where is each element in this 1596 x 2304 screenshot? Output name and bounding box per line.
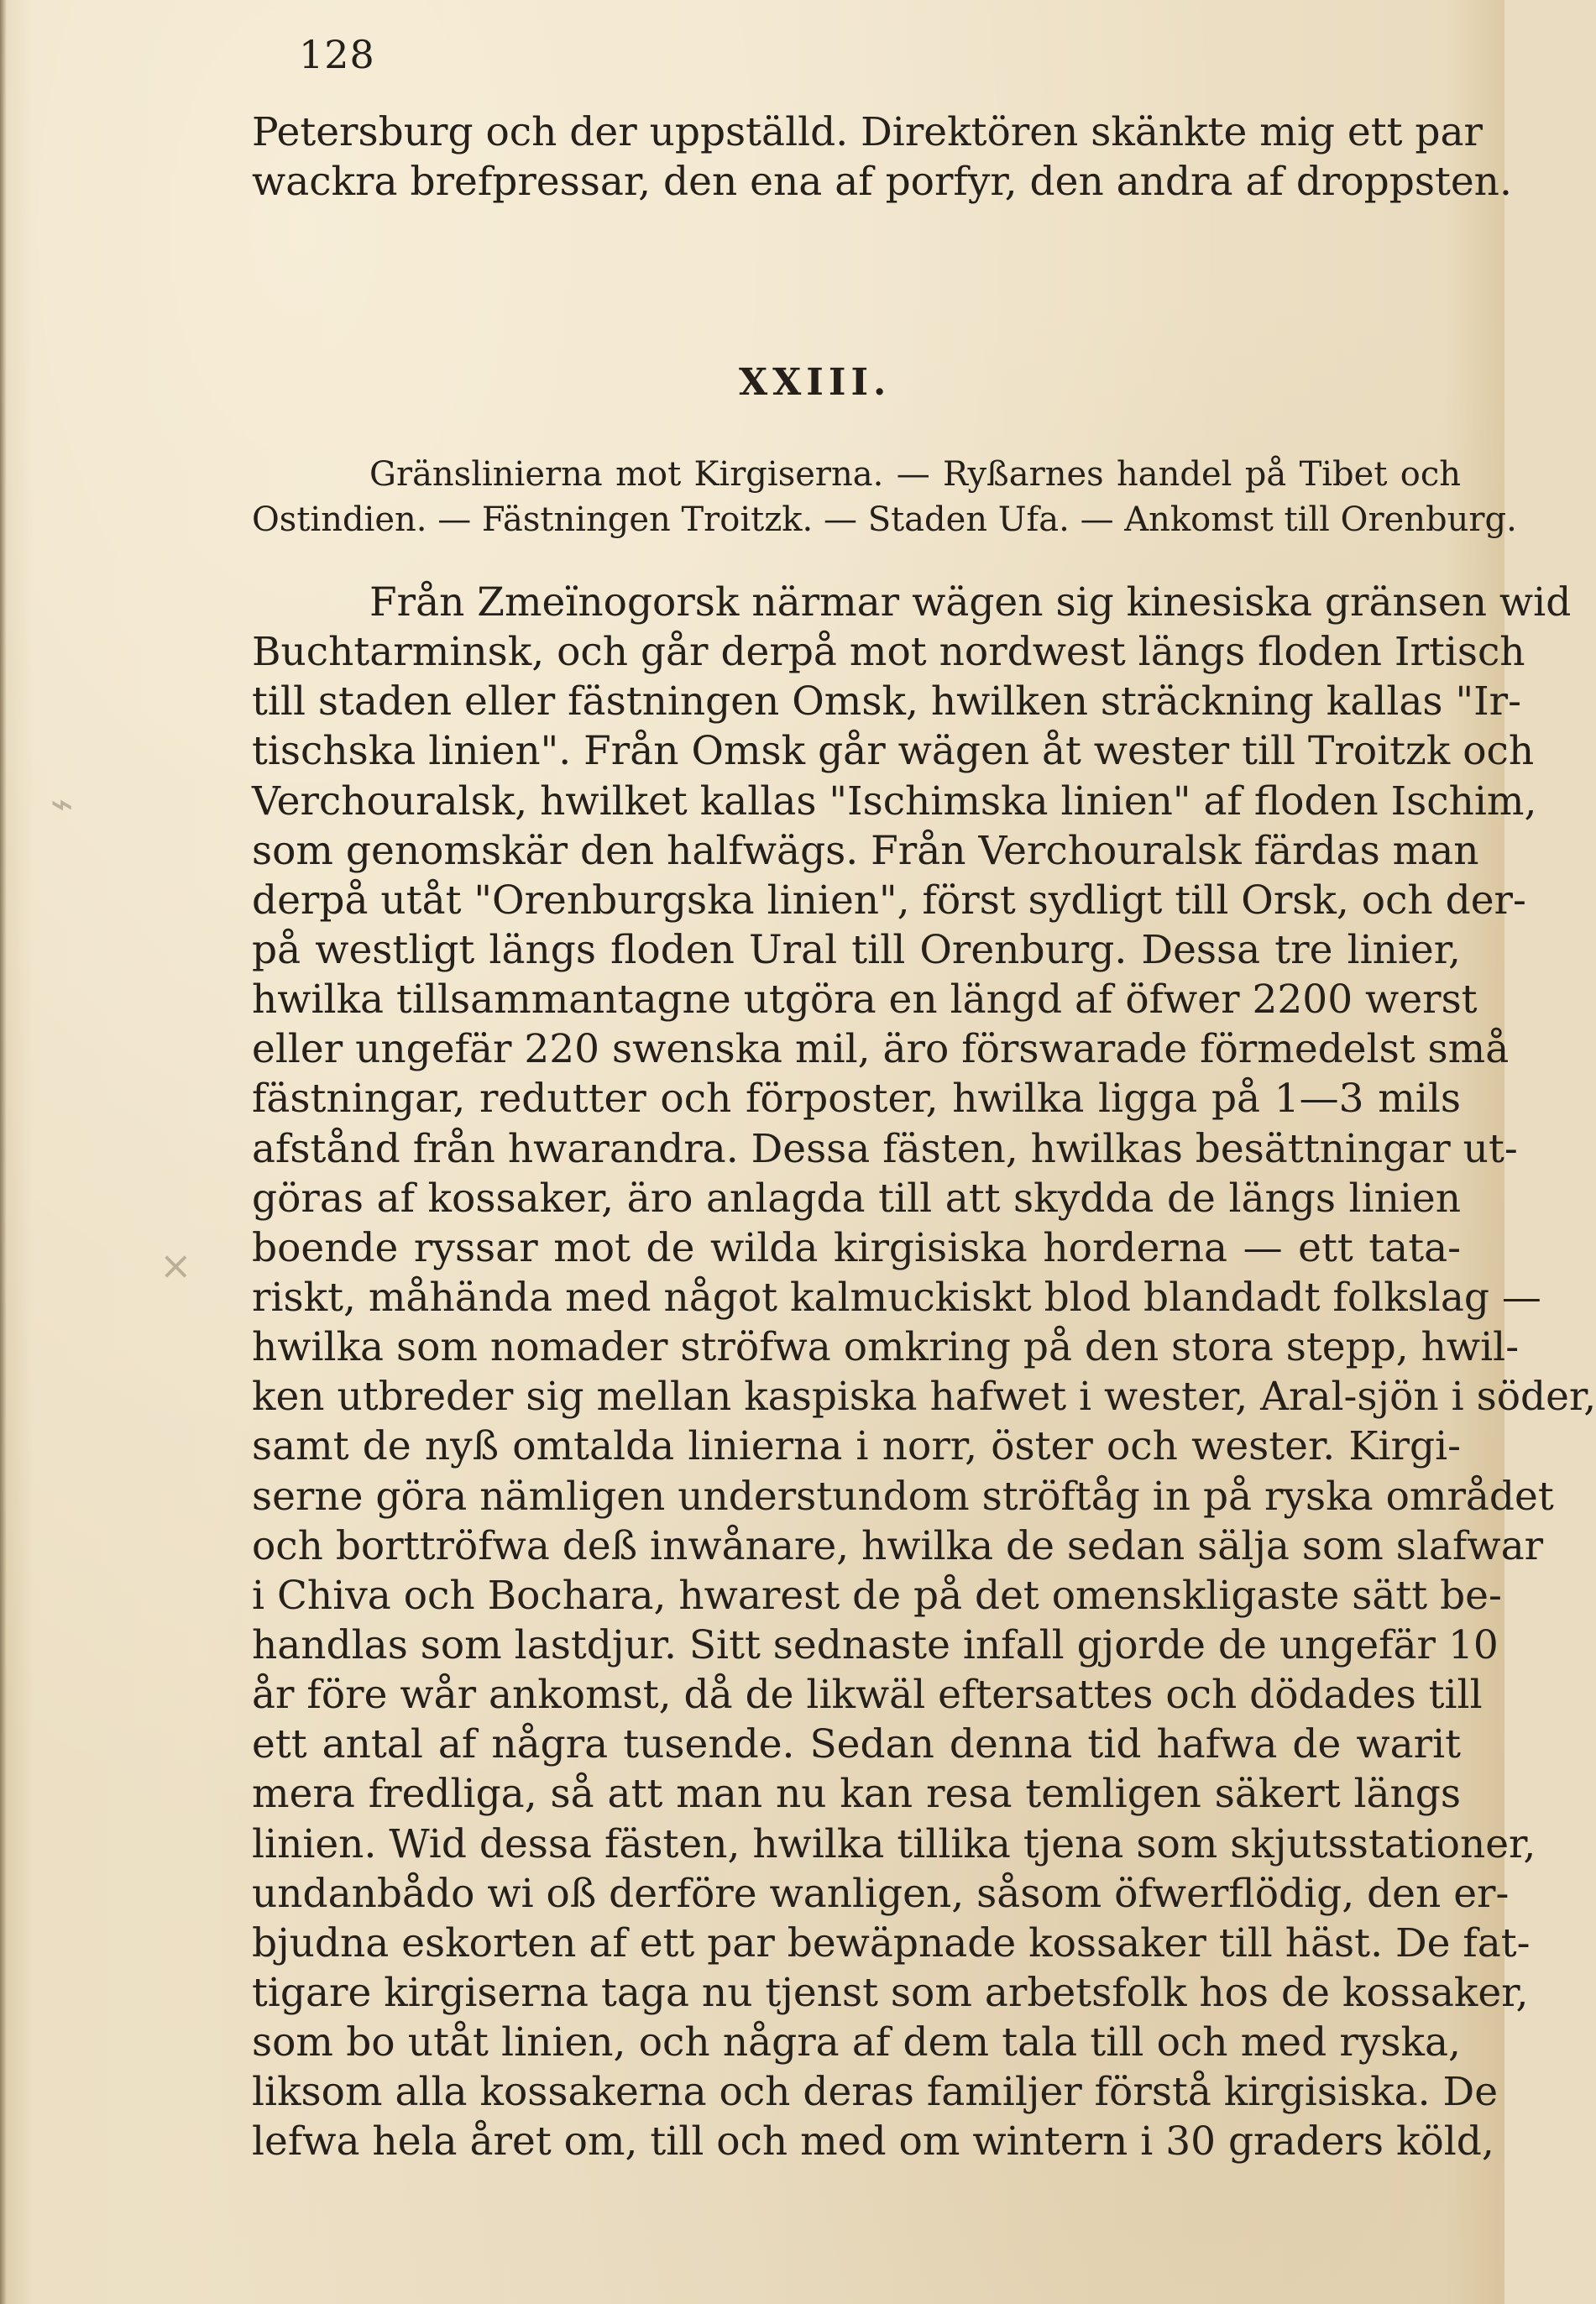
body-line: på westligt längs floden Ural till Orenburg. Dessa tre linier,	[252, 926, 1461, 973]
chapter-summary	[252, 452, 1517, 542]
body-line: Verchouralsk, hwilket kallas "Ischimska linien" af floden Ischim,	[252, 778, 1537, 825]
body-line: tigare kirgiserna taga nu tjenst som arbetsfolk hos de kossaker,	[252, 1969, 1529, 2016]
body-line: serne göra nämligen understundom ströftåg in på ryska området	[252, 1473, 1554, 1520]
body-line: Från Zmeïnogorsk närmar wägen sig kinesiska gränsen wid	[369, 579, 1572, 626]
body-line: hwilka som nomader ströfwa omkring på den stora stepp, hwil-	[252, 1324, 1520, 1371]
body-line: ett antal af några tusende. Sedan denna tid hafwa de warit	[252, 1721, 1461, 1768]
body-line: ken utbreder sig mellan kaspiska hafwet i wester, Aral-sjön i söder,	[252, 1374, 1596, 1421]
body-line: bjudna eskorten af ett par bewäpnade kossaker till häst. De fat-	[252, 1919, 1531, 1966]
continued-paragraph	[252, 107, 1512, 207]
body-line: fästningar, redutter och förposter, hwilka ligga på 1—3 mils	[252, 1076, 1461, 1123]
body-line: som genomskär den halfwägs. Från Verchouralsk färdas man	[252, 827, 1479, 874]
body-line: afstånd från hwarandra. Dessa fästen, hwilkas besättningar ut-	[252, 1125, 1518, 1172]
body-line: handlas som lastdjur. Sitt sednaste infall gjorde de ungefär 10	[252, 1621, 1499, 1668]
body-line: mera fredliga, så att man nu kan resa temligen säkert längs	[252, 1771, 1461, 1818]
body-line: Buchtarminsk, och går derpå mot nordwest längs floden Irtisch	[252, 629, 1525, 676]
body-line: undanbådo wi oß derföre wanligen, såsom öfwerflödig, den er-	[252, 1870, 1510, 1917]
page-number: 128	[299, 32, 375, 77]
text-line: Petersburg och der uppställd. Direktören skänkte mig ett par	[252, 109, 1483, 155]
body-line: samt de nyß omtalda linierna i norr, öster och wester. Kirgi-	[252, 1423, 1461, 1470]
text-line: wackra brefpressar, den ena af porfyr, den andra af droppsten.	[252, 159, 1512, 206]
body-line: eller ungefär 220 swenska mil, äro förswarade förmedelst små	[252, 1026, 1510, 1073]
faint-margin-mark: ×	[160, 1243, 192, 1288]
body-line: år före wår ankomst, då de likwäl eftersattes och dödades till	[252, 1672, 1483, 1719]
body-line: som bo utåt linien, och några af dem tala till och med ryska,	[252, 2019, 1461, 2066]
chapter-body	[252, 578, 1596, 2167]
chapter-heading: XXIII.	[739, 361, 892, 404]
body-line: tischska linien". Från Omsk går wägen åt wester till Troitzk och	[252, 728, 1535, 775]
body-line: boende ryssar mot de wilda kirgisiska horderna — ett tata-	[252, 1224, 1461, 1271]
body-line: lefwa hela året om, till och med om wintern i 30 graders köld,	[252, 2118, 1494, 2165]
body-line: och borttröfwa deß inwånare, hwilka de sedan sälja som slafwar	[252, 1522, 1544, 1569]
summary-line: Ostindien. — Fästningen Troitzk. — Staden Ufa. — Ankomst till Orenburg.	[252, 500, 1517, 539]
body-line: till staden eller fästningen Omsk, hwilken sträckning kallas "Ir-	[252, 678, 1521, 725]
page-gutter-shadow	[0, 0, 7, 2304]
body-line: riskt, måhända med något kalmuckiskt blod blandadt folkslag —	[252, 1274, 1541, 1321]
body-line: hwilka tillsammantagne utgöra en längd af öfwer 2200 werst	[252, 977, 1478, 1024]
body-line: i Chiva och Bochara, hwarest de på det omenskligaste sätt be-	[252, 1572, 1502, 1619]
body-line: linien. Wid dessa fästen, hwilka tillika tjena som skjutsstationer,	[252, 1820, 1536, 1867]
summary-line: Gränslinierna mot Kirgiserna. — Ryßarnes handel på Tibet och	[369, 455, 1461, 494]
body-line: göras af kossaker, äro anlagda till att skydda de längs linien	[252, 1175, 1461, 1222]
body-line: derpå utåt "Orenburgska linien", först sydligt till Orsk, och der-	[252, 877, 1526, 924]
body-line: liksom alla kossakerna och deras familjer förstå kirgisiska. De	[252, 2069, 1499, 2116]
faint-margin-mark: ⌁	[50, 781, 74, 826]
